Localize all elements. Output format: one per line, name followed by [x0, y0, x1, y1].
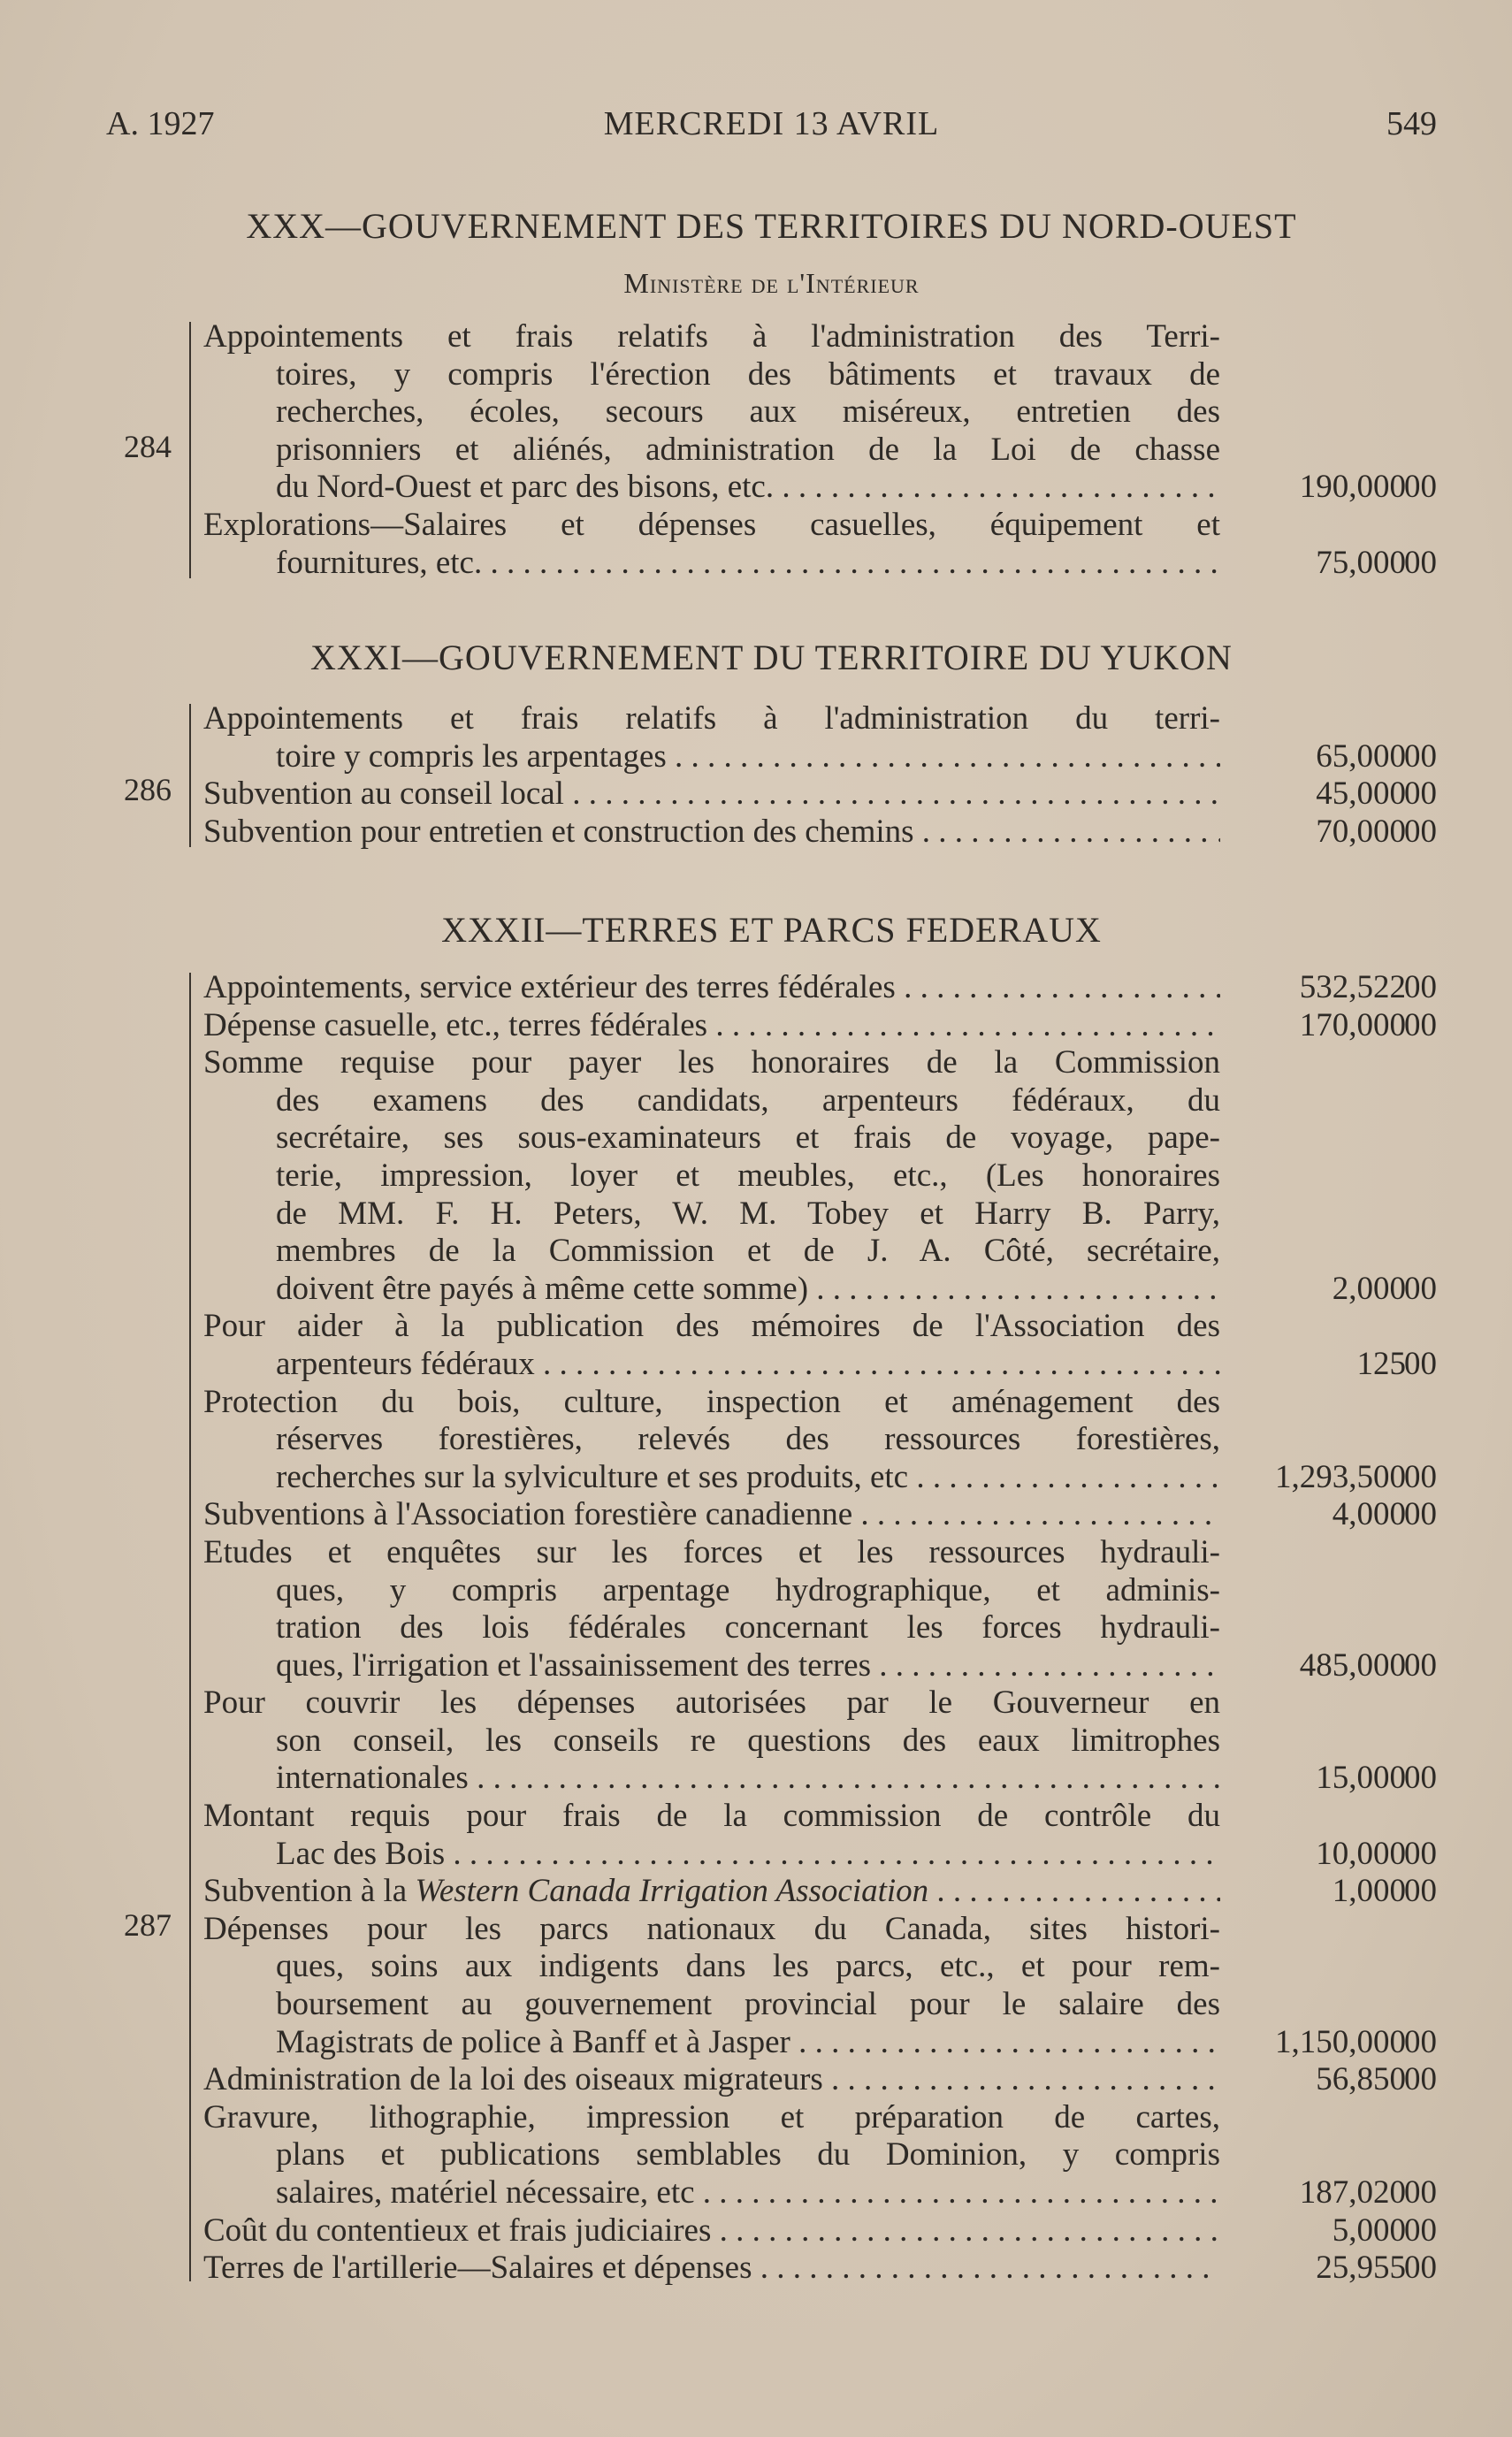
line-text: [276, 1760, 1220, 1798]
line-text-content: Subventions à l'Association forestière canadienne: [203, 1496, 853, 1533]
line-text: [276, 1271, 1220, 1309]
table-row: [203, 1609, 1441, 1647]
amount-dollars: 532,522: [1299, 969, 1406, 1005]
table-row: [203, 1760, 1441, 1798]
line-text: [203, 1685, 1220, 1723]
line-text: [276, 2136, 1220, 2174]
line-text: [203, 1496, 1220, 1534]
table-row: [203, 1685, 1441, 1723]
table-row: [203, 1384, 1441, 1422]
line-text-content: ques, y compris arpentage hydrographique, et adminis-: [276, 1571, 1220, 1608]
table-row: [203, 507, 1441, 545]
page-number: 549: [1386, 105, 1437, 142]
table-row: [203, 2061, 1441, 2099]
brace: [189, 704, 191, 847]
line-text-content: Explorations—Salaires et dépenses casuelles, équipement et: [203, 506, 1220, 543]
section-lines: [203, 318, 1441, 582]
table-row: [203, 318, 1441, 356]
table-row: [203, 1346, 1441, 1384]
amount-dollars: 125: [1356, 1345, 1406, 1382]
section-title-xxxi: XXXI—GOUVERNEMENT DU TERRITOIRE DU YUKON: [310, 638, 1233, 677]
line-text: [203, 2061, 1220, 2099]
table-row: [203, 1873, 1441, 1911]
line-text: [276, 356, 1220, 394]
line-text: [203, 507, 1220, 545]
line-text: [276, 2024, 1220, 2062]
line-text-content: terie, impression, loyer et meubles, etc., (Les honoraires: [276, 1157, 1220, 1194]
table-row: [203, 2250, 1441, 2288]
line-text: [276, 1233, 1220, 1271]
line-text-content: réserves forestières, relevés des ressources forestières,: [276, 1421, 1220, 1458]
line-text: [203, 1873, 1220, 1911]
amount-dollars: 10,000: [1316, 1835, 1406, 1872]
table-row: [203, 775, 1441, 814]
vote-number: 287: [124, 1907, 172, 1943]
amount-dollars: 1,150,000: [1275, 2023, 1406, 2060]
amount-cents: 00: [1404, 1458, 1437, 1495]
line-text: [276, 2174, 1220, 2212]
table-row: [203, 356, 1441, 394]
line-text: [276, 1157, 1220, 1196]
table-row: [203, 738, 1441, 776]
table-row: [203, 1723, 1441, 1761]
table-row: [203, 1233, 1441, 1271]
line-text: [276, 1082, 1220, 1120]
line-text: [203, 814, 1220, 852]
line-text-content: Subvention au conseil local: [203, 775, 564, 813]
amount-dollars: 1,293,500: [1275, 1458, 1406, 1495]
amount-dollars: 170,000: [1299, 1006, 1406, 1043]
line-text-content: de MM. F. H. Peters, W. M. Tobey et Harry B. Parry,: [276, 1195, 1220, 1232]
table-row: [203, 1421, 1441, 1459]
amount-cents: 00: [1404, 1760, 1437, 1797]
line-text-content: Somme requise pour payer les honoraires de la Commission: [203, 1044, 1220, 1081]
table-row: [203, 1986, 1441, 2024]
line-text-content: Magistrats de police à Banff et à Jasper: [276, 2023, 790, 2060]
line-text-content: Etudes et enquêtes sur les forces et les ressources hydrauli-: [203, 1533, 1220, 1570]
table-row: [203, 1836, 1441, 1874]
amount-cents: 00: [1404, 813, 1437, 850]
line-text: [203, 1798, 1220, 1836]
line-text: [276, 1421, 1220, 1459]
section-title-xxxii: XXXII—TERRES ET PARCS FEDERAUX: [441, 910, 1102, 950]
amount-dollars: 75,000: [1316, 544, 1406, 581]
line-text: [203, 1911, 1220, 1949]
line-text-content: Dépenses pour les parcs nationaux du Canada, sites histori-: [203, 1910, 1220, 1947]
table-row: [203, 700, 1441, 738]
running-head: [106, 104, 1437, 149]
line-text: [276, 1459, 1220, 1497]
amount-cents: 00: [1404, 1496, 1437, 1533]
line-text: [203, 700, 1220, 738]
table-row: [203, 2174, 1441, 2212]
line-text-content: Dépense casuelle, etc., terres fédérales: [203, 1006, 708, 1043]
table-row: [203, 2099, 1441, 2137]
line-text-content: boursement au gouvernement provincial pour le salaire des: [276, 1986, 1220, 2023]
line-text: [203, 1534, 1220, 1572]
line-text-content: plans et publications semblables du Dominion, y compris: [276, 2136, 1220, 2173]
line-text-content: Protection du bois, culture, inspection et aménagement des: [203, 1383, 1220, 1420]
amount-cents: 00: [1404, 1006, 1437, 1043]
table-row: [203, 1459, 1441, 1497]
amount-cents: 00: [1404, 737, 1437, 775]
line-text-content: recherches, écoles, secours aux miséreux, entretien des: [276, 393, 1220, 431]
line-text: [276, 1572, 1220, 1610]
amount-cents: 00: [1404, 1270, 1437, 1307]
vote-number: 284: [124, 429, 172, 464]
amount-cents: 00: [1404, 469, 1437, 506]
table-row: [203, 545, 1441, 583]
line-text-content: Coût du contentieux et frais judiciaires: [203, 2212, 712, 2249]
amount-dollars: 25,955: [1316, 2250, 1406, 2287]
amount-dollars: 187,020: [1299, 2174, 1406, 2211]
amount-dollars: 65,000: [1316, 737, 1406, 775]
line-text-content: fournitures, etc.: [276, 544, 483, 581]
line-text-content: arpenteurs fédéraux: [276, 1345, 535, 1382]
amount-cents: 00: [1404, 2212, 1437, 2249]
table-row: [203, 1044, 1441, 1082]
amount-cents: 00: [1404, 1646, 1437, 1684]
header-year: A. 1927: [106, 105, 215, 142]
amount-cents: 00: [1404, 1345, 1437, 1382]
line-text-content: Gravure, lithographie, impression et préparation de cartes,: [203, 2098, 1220, 2135]
amount-cents: 00: [1404, 969, 1437, 1005]
line-text-content: Terres de l'artillerie—Salaires et dépenses: [203, 2250, 752, 2287]
table-row: [203, 1007, 1441, 1045]
line-text: [203, 969, 1220, 1007]
table-row: [203, 2024, 1441, 2062]
line-text-content: secrétaire, ses sous-examinateurs et frais de voyage, pape-: [276, 1119, 1220, 1157]
line-text: [276, 393, 1220, 432]
line-text-content: membres de la Commission et de J. A. Côté, secrétaire,: [276, 1233, 1220, 1270]
amount-dollars: 4,000: [1332, 1496, 1406, 1533]
amount-cents: 00: [1404, 1835, 1437, 1872]
line-text: [276, 1346, 1220, 1384]
table-row: [203, 432, 1441, 470]
line-text-content: Pour couvrir les dépenses autorisées par le Gouverneur en: [203, 1685, 1220, 1722]
brace: [189, 322, 191, 578]
amount-cents: 00: [1404, 2174, 1437, 2211]
table-row: [203, 1948, 1441, 1986]
line-text: [276, 1609, 1220, 1647]
section-lines: [203, 969, 1441, 2288]
amount-dollars: 15,000: [1316, 1760, 1406, 1797]
line-text-content: Pour aider à la publication des mémoires de l'Association des: [203, 1308, 1220, 1345]
line-text: [276, 469, 1220, 507]
line-text-content: doivent être payés à même cette somme): [276, 1270, 809, 1307]
line-text: [276, 1647, 1220, 1685]
line-text: [203, 1007, 1220, 1045]
line-text: [203, 1384, 1220, 1422]
line-text-content: Appointements et frais relatifs à l'administration du terri-: [203, 700, 1220, 737]
brace: [189, 973, 191, 2281]
table-row: [203, 1798, 1441, 1836]
amount-cents: 00: [1404, 1873, 1437, 1910]
amount-dollars: 70,000: [1316, 813, 1406, 850]
table-row: [203, 2212, 1441, 2250]
section-title-xxx: XXX—GOUVERNEMENT DES TERRITOIRES DU NORD-OUEST: [246, 206, 1297, 246]
amount-dollars: 5,000: [1332, 2212, 1406, 2249]
section-lines: [203, 700, 1441, 851]
line-text: [203, 1308, 1220, 1346]
line-text-content: Appointements, service extérieur des terres fédérales: [203, 969, 896, 1005]
line-text-content: toire y compris les arpentages: [276, 737, 667, 775]
line-text-content: Appointements et frais relatifs à l'administration des Terri-: [203, 318, 1220, 355]
amount-cents: 00: [1404, 2023, 1437, 2060]
line-text-content: ques, l'irrigation et l'assainissement des terres: [276, 1646, 871, 1684]
line-text: [203, 775, 1220, 814]
line-text-content: salaires, matériel nécessaire, etc: [276, 2174, 695, 2211]
header-date: MERCREDI 13 AVRIL: [603, 105, 940, 142]
amount-cents: 00: [1404, 775, 1437, 813]
amount-cents: 00: [1404, 2250, 1437, 2287]
line-text-content: du Nord-Ouest et parc des bisons, etc.: [276, 469, 775, 506]
table-row: [203, 2136, 1441, 2174]
line-text-content: Montant requis pour frais de la commission de contrôle du: [203, 1798, 1220, 1835]
line-text-content: des examens des candidats, arpenteurs fédéraux, du: [276, 1081, 1220, 1119]
amount-dollars: 485,000: [1299, 1646, 1406, 1684]
amount-dollars: 56,850: [1316, 2061, 1406, 2098]
section-subtitle-xxx: Ministère de l'Intérieur: [623, 267, 920, 299]
table-row: [203, 1082, 1441, 1120]
line-text: [203, 2212, 1220, 2250]
line-text: [276, 1119, 1220, 1157]
table-row: [203, 1534, 1441, 1572]
table-row: [203, 393, 1441, 432]
table-row: [203, 969, 1441, 1007]
line-text: [203, 2250, 1220, 2288]
amount-dollars: 190,000: [1299, 469, 1406, 506]
line-text-content: ques, soins aux indigents dans les parcs, etc., et pour rem-: [276, 1948, 1220, 1985]
line-text: [276, 1948, 1220, 1986]
table-row: [203, 1119, 1441, 1157]
line-text: [276, 432, 1220, 470]
line-text: [276, 1986, 1220, 2024]
table-row: [203, 1157, 1441, 1196]
table-row: [203, 1647, 1441, 1685]
line-text-content: Lac des Bois: [276, 1835, 446, 1872]
line-text-content: Administration de la loi des oiseaux migrateurs: [203, 2061, 823, 2098]
table-row: [203, 814, 1441, 852]
table-row: [203, 469, 1441, 507]
table-row: [203, 1308, 1441, 1346]
line-text: [276, 1196, 1220, 1234]
line-text-content: Subvention pour entretien et construction des chemins: [203, 813, 914, 850]
amount-dollars: 45,000: [1316, 775, 1406, 813]
vote-number: 286: [124, 772, 172, 807]
line-text: [276, 545, 1220, 583]
line-text: [276, 1836, 1220, 1874]
amount-cents: 00: [1404, 544, 1437, 581]
line-text: [276, 1723, 1220, 1761]
amount-cents: 00: [1404, 2061, 1437, 2098]
line-text: [203, 2099, 1220, 2137]
line-text-content: internationales: [276, 1760, 469, 1797]
table-row: [203, 1911, 1441, 1949]
line-text-content: recherches sur la sylviculture et ses produits, etc: [276, 1458, 909, 1495]
table-row: [203, 1572, 1441, 1610]
line-text-content: Subvention à la: [203, 1873, 408, 1910]
line-text-content: son conseil, les conseils re questions des eaux limitrophes: [276, 1722, 1220, 1759]
line-text: [276, 738, 1220, 776]
line-text: [203, 1044, 1220, 1082]
amount-dollars: 1,000: [1332, 1873, 1406, 1910]
line-text-content: tration des lois fédérales concernant les forces hydrauli-: [276, 1609, 1220, 1646]
line-text: [203, 318, 1220, 356]
line-text-content: prisonniers et aliénés, administration de la Loi de chasse: [276, 431, 1220, 468]
amount-dollars: 2,000: [1332, 1270, 1406, 1307]
table-row: [203, 1271, 1441, 1309]
table-row: [203, 1496, 1441, 1534]
line-text-content: toires, y compris l'érection des bâtiments et travaux de: [276, 355, 1220, 393]
table-row: [203, 1196, 1441, 1234]
italic-name: Western Canada Irrigation Association: [415, 1873, 929, 1910]
